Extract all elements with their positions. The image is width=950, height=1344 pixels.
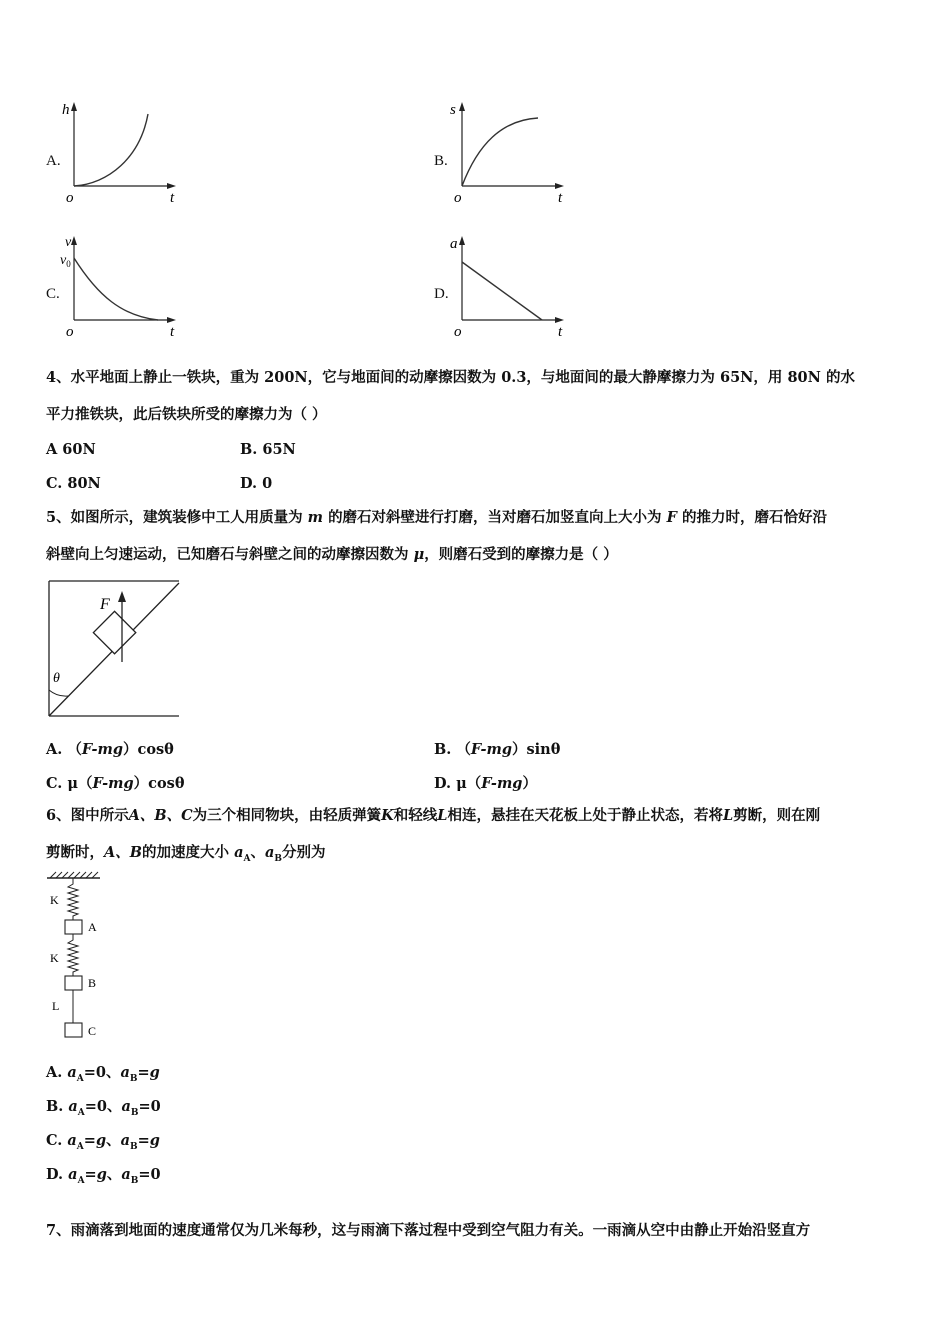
q5-option-b[interactable]: B. （F-mg）sinθ — [434, 741, 561, 758]
q5-text-line1: 5、如图所示，建筑装修中工人用质量为 m 的磨石对斜壁进行打磨，当对磨石加竖直向上大小为 F 的推力时，磨石恰好沿 — [46, 509, 827, 526]
q6-fig-string-l: L — [52, 999, 60, 1013]
graph-a-label: A. — [46, 153, 61, 169]
q5-option-d[interactable]: D. μ（F-mg） — [434, 775, 537, 792]
q4-option-d[interactable]: D. 0 — [240, 475, 273, 492]
q6-fig-block-b: B — [88, 976, 97, 990]
q4-option-b[interactable]: B. 65N — [240, 441, 296, 458]
q5-text-line2: 斜壁向上匀速运动，已知磨石与斜壁之间的动摩擦因数为 μ，则磨石受到的摩擦力是（ ） — [46, 546, 618, 563]
graph-d-label: D. — [434, 286, 449, 302]
q4-text-line1: 4、水平地面上静止一铁块，重为 200N，它与地面间的动摩擦因数为 0.3，与地面间的最大静摩擦力为 65N，用 80N 的水 — [46, 369, 855, 386]
q6-fig-block-a: A — [88, 920, 97, 934]
graph-d-origin: o — [454, 324, 462, 340]
q6-text-line2: 剪断时，A、B的加速度大小 $a_A$、$a_B$分别为 — [46, 844, 326, 864]
q6-option-b[interactable]: B. $a_A=0$、$a_B=0$ — [46, 1098, 161, 1118]
graph-b-origin: o — [454, 190, 462, 206]
q5-angle-label: θ — [53, 671, 60, 686]
graph-a-y-label: h — [62, 102, 70, 118]
q5-option-a[interactable]: A. （F-mg）cosθ — [46, 741, 174, 758]
graph-a-origin: o — [66, 190, 74, 206]
q6-spring-figure — [44, 870, 114, 1042]
graph-d-a-t — [446, 232, 576, 340]
graph-b-s-t — [446, 98, 576, 206]
graph-c-label: C. — [46, 286, 60, 302]
graph-a-h-t — [58, 98, 188, 206]
q5-option-c[interactable]: C. μ（F-mg）cosθ — [46, 775, 185, 792]
q6-fig-block-c: C — [88, 1024, 97, 1038]
q6-text-line1: 6、图中所示A、B、C为三个相同物块，由轻质弹簧K和轻线L相连，悬挂在天花板上处于静止状态，若将L剪断，则在刚 — [46, 807, 821, 824]
graph-c-v0-label: $v_0$ — [60, 253, 71, 269]
q4-option-c[interactable]: C. 80N — [46, 475, 101, 492]
q6-fig-spring-k1: K — [50, 893, 59, 907]
graph-c-y-label: v — [65, 235, 72, 250]
graph-c-v-t — [58, 232, 188, 340]
q5-incline-figure — [46, 578, 186, 723]
q4-option-a[interactable]: A 60N — [46, 441, 96, 458]
graph-c-x-label: t — [170, 324, 175, 340]
q6-option-a[interactable]: A. $a_A=0$、$a_B=g$ — [46, 1064, 160, 1084]
graph-b-y-label: s — [450, 102, 456, 118]
q6-fig-spring-k2: K — [50, 951, 59, 965]
q7-text-line1: 7、雨滴落到地面的速度通常仅为几米每秒，这与雨滴下落过程中受到空气阻力有关。一雨滴从空中由静止开始沿竖直方 — [46, 1222, 811, 1239]
graph-b-x-label: t — [558, 190, 563, 206]
graph-d-y-label: a — [450, 236, 458, 252]
graph-d-x-label: t — [558, 324, 563, 340]
q4-text-line2: 平力推铁块，此后铁块所受的摩擦力为（ ） — [46, 406, 327, 423]
graph-c-origin: o — [66, 324, 74, 340]
q6-option-c[interactable]: C. $a_A=g$、$a_B=g$ — [46, 1132, 160, 1152]
graph-b-label: B. — [434, 153, 448, 169]
q5-force-label: F — [100, 596, 110, 613]
q6-option-d[interactable]: D. $a_A=g$、$a_B=0$ — [46, 1166, 161, 1186]
graph-a-x-label: t — [170, 190, 175, 206]
